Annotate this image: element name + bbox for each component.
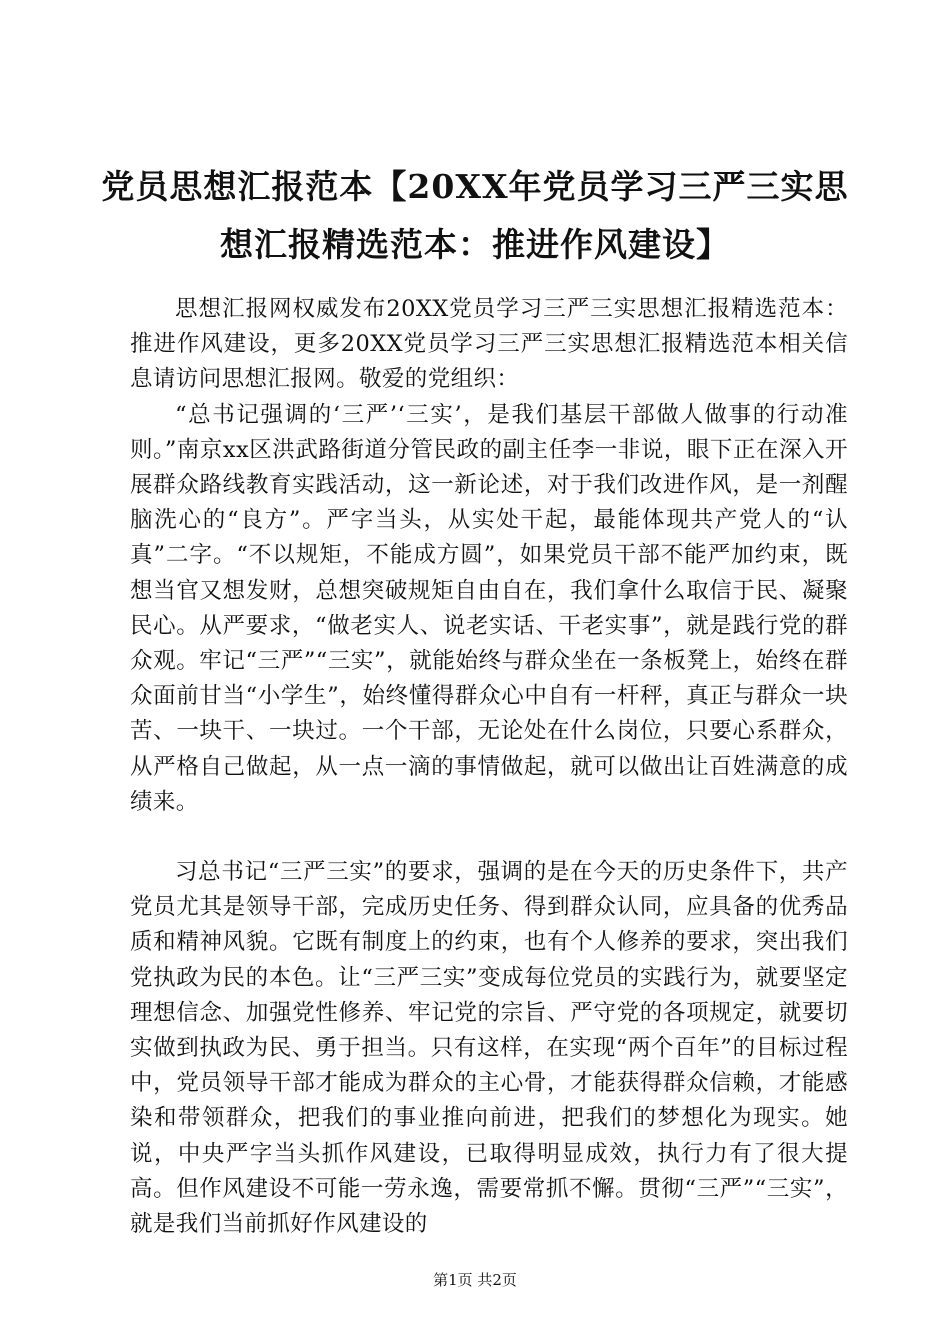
paragraph-2: 习总书记“三严三实”的要求，强调的是在今天的历史条件下，共产党员尤其是领导干部，完成历史任务、得到群众认同，应具备的优秀品质和精神风貌。它既有制度上的约束，也有个人修养的要求，突出我们党执政为民的本色。让“三严三实”变成每位党员的实践行为，就要坚定理想信念、加强党性修养、牢记党的宗旨、严守党的各项规定，就要切实做到执政为民、勇于担当。只有这样，在实现“两个百年”的目标过程中，党员领导干部才能成为群众的主心骨，才能获得群众信赖，才能感染和带领群众，把我们的事业推向前进，把我们的梦想化为现实。她说，中央严字当头抓作风建设，已取得明显成效，执行力有了很大提高。但作风建设不可能一劳永逸，需要常抓不懈。贯彻“三严”“三实”，就是我们当前抓好作风建设的 bbox=[130, 859, 848, 1238]
document-title: 党员思想汇报范本【20XX年党员学习三严三实思想汇报精选范本：推进作风建设】 bbox=[101, 167, 849, 264]
paragraph-1: “总书记强调的‘三严’‘三实’，是我们基层干部做人做事的行动准则。”南京xx区洪武路街道分管民政的副主任李一非说，眼下正在深入开展群众路线教育实践活动，这一新论述，对于我们改进作风，是一剂醒脑洗心的“良方”。严字当头，从实处干起，最能体现共产党人的“认真”二字。“不以规矩，不能成方圆”，如果党员干部不能严加约束，既想当官又想发财，总想突破规矩自由自在，我们拿什么取信于民、凝聚民心。从严要求，“做老实人、说老实话、干老实事”，就是践行党的群众观。牢记“三严”“三实”，就能始终与群众坐在一条板凳上，始终在群众面前甘当“小学生”，始终懂得群众心中自有一杆秤，真正与群众一块苦、一块干、一块过。一个干部，无论处在什么岗位，只要心系群众，从严格自己做起，从一点一滴的事情做起，就可以做出让百姓满意的成绩来。 bbox=[130, 401, 848, 815]
paragraph-intro: 思想汇报网权威发布20XX党员学习三严三实思想汇报精选范本：推进作风建设，更多20XX党员学习三严三实思想汇报精选范本相关信息请访问思想汇报网。敬爱的党组织： bbox=[130, 296, 848, 393]
document-body bbox=[130, 292, 848, 1242]
page-footer: 第1页 共2页 bbox=[433, 1271, 517, 1289]
